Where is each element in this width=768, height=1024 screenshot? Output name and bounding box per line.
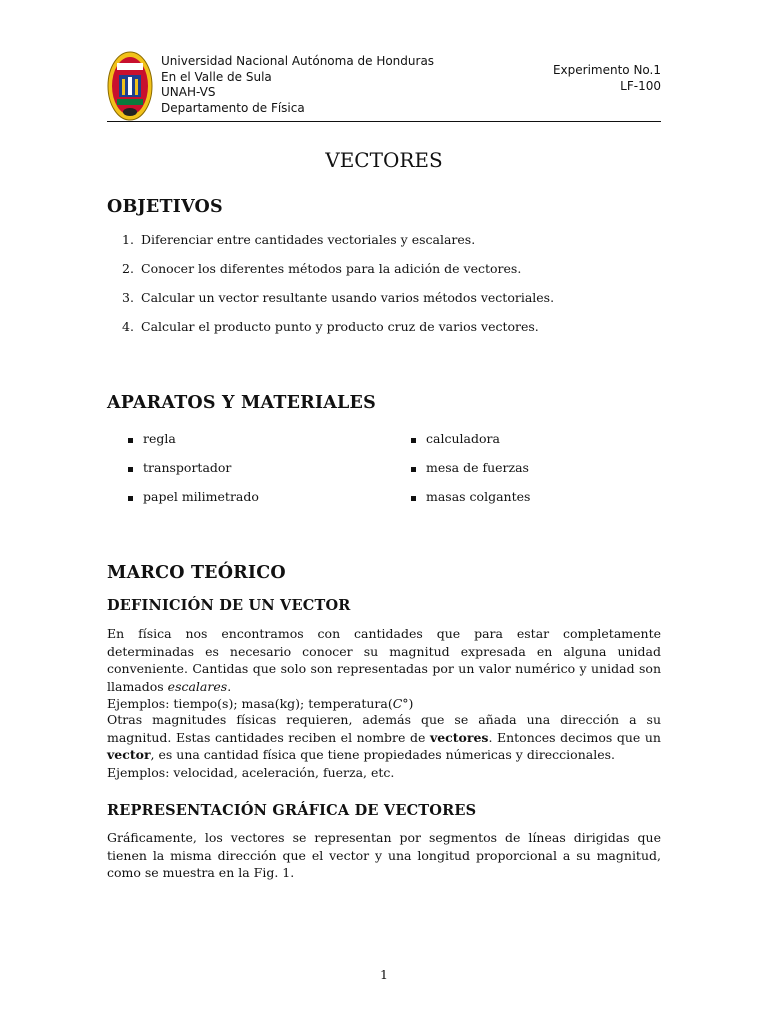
section-heading-aparatos: APARATOS Y MATERIALES [107,393,376,413]
bullet-square-icon [128,438,133,443]
university-seal [107,51,153,121]
list-item [122,290,662,319]
section-heading-marco: MARCO TEÓRICO [107,563,286,583]
bold-text: vectores [429,729,489,745]
list-item [411,460,530,489]
bullet-square-icon [128,467,133,472]
paragraph-escalares [107,625,661,713]
institution-block [161,54,434,116]
text-run: . Entonces decimos que un [488,729,661,745]
item-number: 4. [122,319,134,334]
list-item [122,261,662,290]
item-text: Diferenciar entre cantidades vectoriales y escalares. [141,232,476,247]
materials-list-left [128,431,259,518]
page-number: 1 [380,967,388,982]
header-rule [107,121,661,122]
paragraph-representacion [107,829,661,882]
institution-line: UNAH-VS [161,85,216,99]
text-run: Otras magnitudes físicas requieren, además que se añada una dirección a su magnitud. Estas cantidades reciben el nombre de [107,712,661,745]
item-text: regla [143,431,176,446]
text-run: Ejemplos: tiempo(s); masa(kg); temperatura( [107,696,393,711]
bullet-square-icon [128,496,133,501]
document-title: VECTORES [325,148,443,172]
text-run: Gráficamente, los vectores se representan por segmentos de líneas dirigidas que tienen la misma dirección que el vector y una longitud proporcional a su magnitud, como se muestra en la Fig. 1. [107,830,661,880]
bullet-square-icon [411,438,416,443]
subsection-heading-definicion: DEFINICIÓN DE UN VECTOR [107,597,351,614]
item-text: masas colgantes [426,489,531,504]
bullet-square-icon [411,496,416,501]
list-item [128,431,259,460]
subsection-heading-representacion: REPRESENTACIÓN GRÁFICA DE VECTORES [107,802,477,819]
experiment-number: Experimento No.1 [552,63,661,77]
item-number: 3. [122,290,134,305]
paragraph-vectores [107,711,661,781]
text-run: . [227,678,232,694]
list-item [122,232,662,261]
list-item [122,319,662,348]
text-run: Ejemplos: velocidad, aceleración, fuerza, etc. [107,764,395,780]
institution-line: Universidad Nacional Autónoma de Honduras [161,54,435,68]
emphasis-text: escalares [167,678,228,694]
bold-text: vector [107,747,151,762]
item-text: Calcular el producto punto y producto cruz de varios vectores. [141,319,539,334]
section-heading-objetivos: OBJETIVOS [107,197,223,217]
list-item [411,431,530,460]
course-code: LF-100 [620,78,661,93]
institution-line: En el Valle de Sula [161,69,272,84]
item-number: 1. [122,232,134,247]
item-text: Conocer los diferentes métodos para la adición de vectores. [141,261,522,276]
item-text: Calcular un vector resultante usando varios métodos vectoriales. [141,290,555,305]
experiment-block [553,63,661,94]
list-item [128,489,259,518]
text-run: ) [408,696,414,711]
item-text: calculadora [426,431,500,446]
list-item [128,460,259,489]
item-text: mesa de fuerzas [426,460,529,475]
institution-line: Departamento de Física [161,100,305,115]
math-text: C° [392,696,409,711]
objectives-list [122,232,662,348]
item-text: transportador [143,460,232,475]
item-number: 2. [122,261,134,276]
list-item [411,489,530,518]
item-text: papel milimetrado [143,489,259,504]
bullet-square-icon [411,467,416,472]
materials-list-right [411,431,530,518]
text-run: En física nos encontramos con cantidades que para estar completamente determinadas es necesario conocer su magnitud expresada en alguna unidad conveniente. Cantidas que solo son representadas por un valor numérico y unidad son llamados [107,626,661,694]
text-run: , es una cantidad física que tiene propiedades númericas y direccionales. [150,747,615,762]
